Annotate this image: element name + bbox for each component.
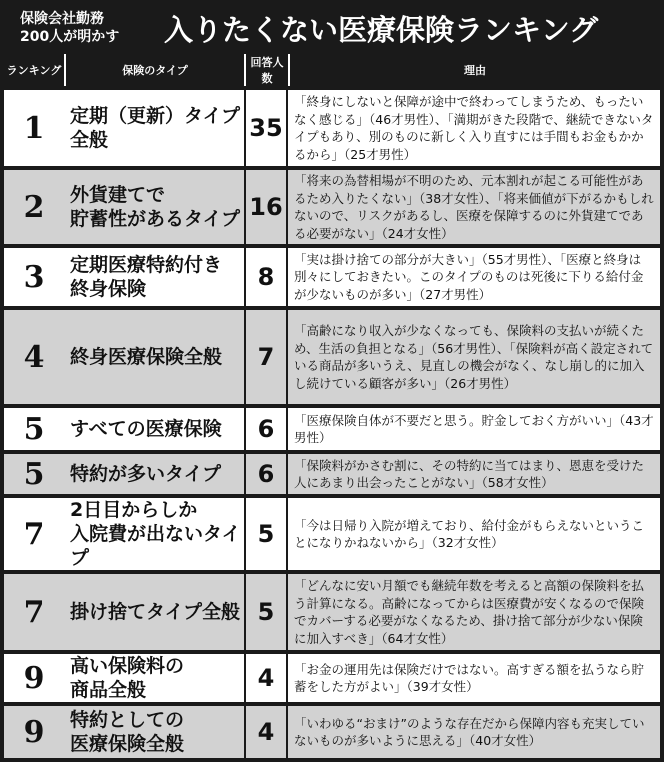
- rank-cell: 1: [4, 90, 64, 166]
- table-row: [4, 574, 660, 650]
- subtitle-line2: 200人が明かす: [20, 29, 120, 45]
- reason-cell: 「いわゆる“おまけ”のような存在だから保障内容も充実していないものが多いように思える」（40才女性）: [288, 706, 660, 758]
- respondent-count-cell: 7: [244, 310, 288, 404]
- insurance-type-cell: 高い保険料の 商品全般: [64, 654, 244, 702]
- respondent-count-cell: 5: [244, 498, 288, 570]
- reason-cell: 「今は日帰り入院が増えており、給付金がもらえないということになりかねないから」（32才女性）: [288, 498, 660, 570]
- rank-cell: 7: [4, 574, 64, 650]
- insurance-type-cell: 定期医療特約付き 終身保険: [64, 248, 244, 306]
- reason-cell: 「将来の為替相場が不明のため、元本割れが起こる可能性があるため入りたくない」（38才女性）、「将来価値が下がるかもしれないので、リスクがあるし、医療を保障するのに外貨建てである必要がない」（24才女性）: [288, 170, 660, 244]
- insurance-type-cell: 定期（更新）タイプ 全般: [64, 90, 244, 166]
- table-header-row: [4, 54, 660, 86]
- rank-cell: 7: [4, 498, 64, 570]
- insurance-type-cell: 掛け捨てタイプ全般: [64, 574, 244, 650]
- respondent-count-cell: 4: [244, 654, 288, 702]
- respondent-count-cell: 5: [244, 574, 288, 650]
- insurance-type-cell: 特約が多いタイプ: [64, 454, 244, 494]
- rank-cell: 9: [4, 654, 64, 702]
- rank-cell: 3: [4, 248, 64, 306]
- insurance-type-cell: すべての医療保険: [64, 408, 244, 450]
- reason-cell: 「お金の運用先は保険だけではない。高すぎる額を払うなら貯蓄をした方がよい」（39才女性）: [288, 654, 660, 702]
- reason-cell: 「高齢になり収入が少なくなっても、保険料の支払いが続くため、生活の負担となる」（56才男性）、「保険料が高く設定されている商品が多いうえ、見直しの機会がなく、なし崩し的に加入し続けている顧客が多い」（26才男性）: [288, 310, 660, 404]
- insurance-type-cell: 終身医療保険全般: [64, 310, 244, 404]
- ranking-table: [4, 50, 660, 762]
- respondent-count-cell: 4: [244, 706, 288, 758]
- insurance-type-cell: 特約としての 医療保険全般: [64, 706, 244, 758]
- page-title: 入りたくない医療保険ランキング: [164, 12, 599, 47]
- table-row: [4, 170, 660, 244]
- table-row: [4, 654, 660, 702]
- column-header-rank: ランキング: [6, 64, 62, 77]
- respondent-count-cell: 6: [244, 454, 288, 494]
- table-row: [4, 408, 660, 450]
- respondent-count-cell: 16: [244, 170, 288, 244]
- insurance-type-cell: 外貨建てで 貯蓄性があるタイプ: [64, 170, 244, 244]
- respondent-count-cell: 35: [244, 90, 288, 166]
- table-row: [4, 248, 660, 306]
- column-header-reason: 理由: [288, 54, 660, 86]
- column-header-count: 回答人数: [244, 54, 288, 86]
- reason-cell: 「保険料がかさむ割に、その特約に当てはまり、恩恵を受けた人にあまり出会ったことがない」（58才女性）: [288, 454, 660, 494]
- table-row: [4, 454, 660, 494]
- reason-cell: 「どんなに安い月額でも継続年数を考えると高額の保険料を払う計算になる。高齢になってからは医療費が安くなるので保険でカバーする必要がなくなるため、掛け捨て部分が少ない保険に加入すべき」（64才女性）: [288, 574, 660, 650]
- reason-cell: 「実は掛け捨ての部分が大きい」（55才男性）、「医療と終身は別々にしておきたい。このタイプのものは死後に下りる給付金が少ないものが多い」（27才男性）: [288, 248, 660, 306]
- table-row: [4, 310, 660, 404]
- reason-cell: 「医療保険自体が不要だと思う。貯金しておく方がいい」（43才男性）: [288, 408, 660, 450]
- respondent-count-cell: 8: [244, 248, 288, 306]
- rank-cell: 4: [4, 310, 64, 404]
- reason-cell: 「終身にしないと保障が途中で終わってしまうため、もったいなく感じる」（46才男性）、「満期がきた段階で、継続できないタイプもあり、別のものに新しく入り直すには手間もお金もかかるから」（25才男性）: [288, 90, 660, 166]
- table-row: [4, 90, 660, 166]
- insurance-type-cell: 2日目からしか 入院費が出ないタイプ: [64, 498, 244, 570]
- subtitle-line1: 保険会社勤務: [20, 11, 104, 27]
- rank-cell: 2: [4, 170, 64, 244]
- rank-cell: 5: [4, 408, 64, 450]
- rank-cell: 9: [4, 706, 64, 758]
- subtitle: [20, 10, 162, 46]
- rank-cell: 5: [4, 454, 64, 494]
- table-row: [4, 498, 660, 570]
- header: [4, 4, 660, 52]
- column-header-type: 保険のタイプ: [64, 54, 244, 86]
- table-row: [4, 706, 660, 758]
- respondent-count-cell: 6: [244, 408, 288, 450]
